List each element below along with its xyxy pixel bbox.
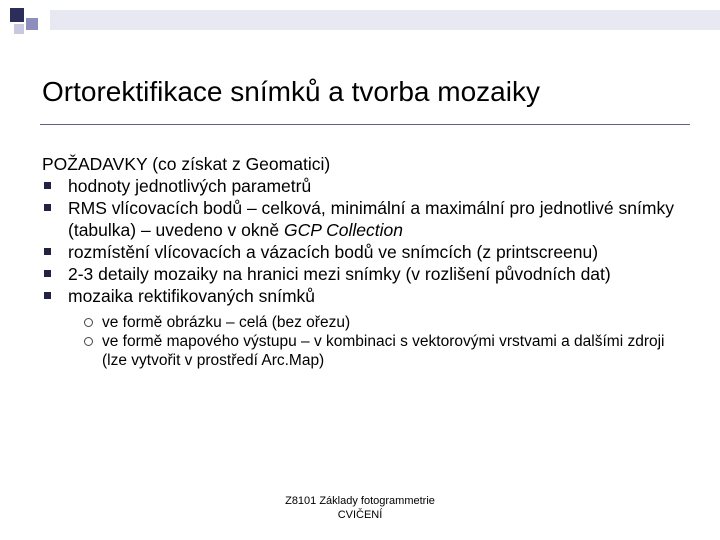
sub-bullet-text: ve formě mapového výstupu – v kombinaci s vektorovými vrstvami a dalšími zdroji (lze vytvořit v prostředí Arc.Map)	[102, 333, 665, 369]
header-strip	[40, 10, 720, 30]
square-bullet-icon	[44, 270, 51, 277]
bullet-item	[42, 197, 692, 241]
decor-square-white	[40, 10, 50, 30]
square-bullet-icon	[44, 182, 51, 189]
title-divider	[40, 124, 690, 125]
bullet-item	[42, 175, 692, 197]
sub-bullet-list	[68, 313, 692, 370]
bullet-text: mozaika rektifikovaných snímků	[68, 286, 316, 306]
bullet-item	[42, 263, 692, 285]
decor-square-light	[14, 24, 24, 34]
sub-bullet-item	[84, 313, 692, 332]
decor-square-mid	[26, 18, 38, 30]
slide-title: Ortorektifikace snímků a tvorba mozaiky	[42, 76, 540, 107]
square-bullet-icon	[44, 248, 51, 255]
slide-footer	[230, 494, 490, 522]
sub-bullet-item	[84, 332, 692, 370]
header-decoration	[0, 0, 720, 40]
footer-label: CVIČENÍ	[337, 509, 383, 521]
hollow-circle-bullet-icon	[84, 337, 93, 346]
hollow-circle-bullet-icon	[84, 318, 93, 327]
sub-bullet-text: ve formě obrázku – celá (bez ořezu)	[102, 314, 351, 331]
bullet-item	[42, 285, 692, 370]
bullet-text: rozmístění vlícovacích a vázacích bodů ve snímcích (z printscreenu)	[68, 242, 599, 262]
bullet-list	[42, 175, 692, 370]
bullet-text: RMS vlícovacích bodů – celková, minimální a maximální pro jednotlivé snímky (tabulka) – uvedeno v okně	[68, 198, 674, 240]
bullet-item	[42, 241, 692, 263]
square-bullet-icon	[44, 204, 51, 211]
square-bullet-icon	[44, 292, 51, 299]
bullet-text: 2-3 detaily mozaiky na hranici mezi snímky (v rozlišení původních dat)	[68, 264, 611, 284]
bullet-text-italic: GCP Collection	[283, 220, 403, 240]
footer-course: Z8101 Základy fotogrammetrie	[285, 495, 435, 507]
slide-content	[42, 153, 692, 370]
bullet-text: hodnoty jednotlivých parametrů	[68, 176, 312, 196]
decor-square-dark	[10, 8, 24, 22]
requirements-heading: POŽADAVKY (co získat z Geomatici)	[42, 154, 331, 174]
